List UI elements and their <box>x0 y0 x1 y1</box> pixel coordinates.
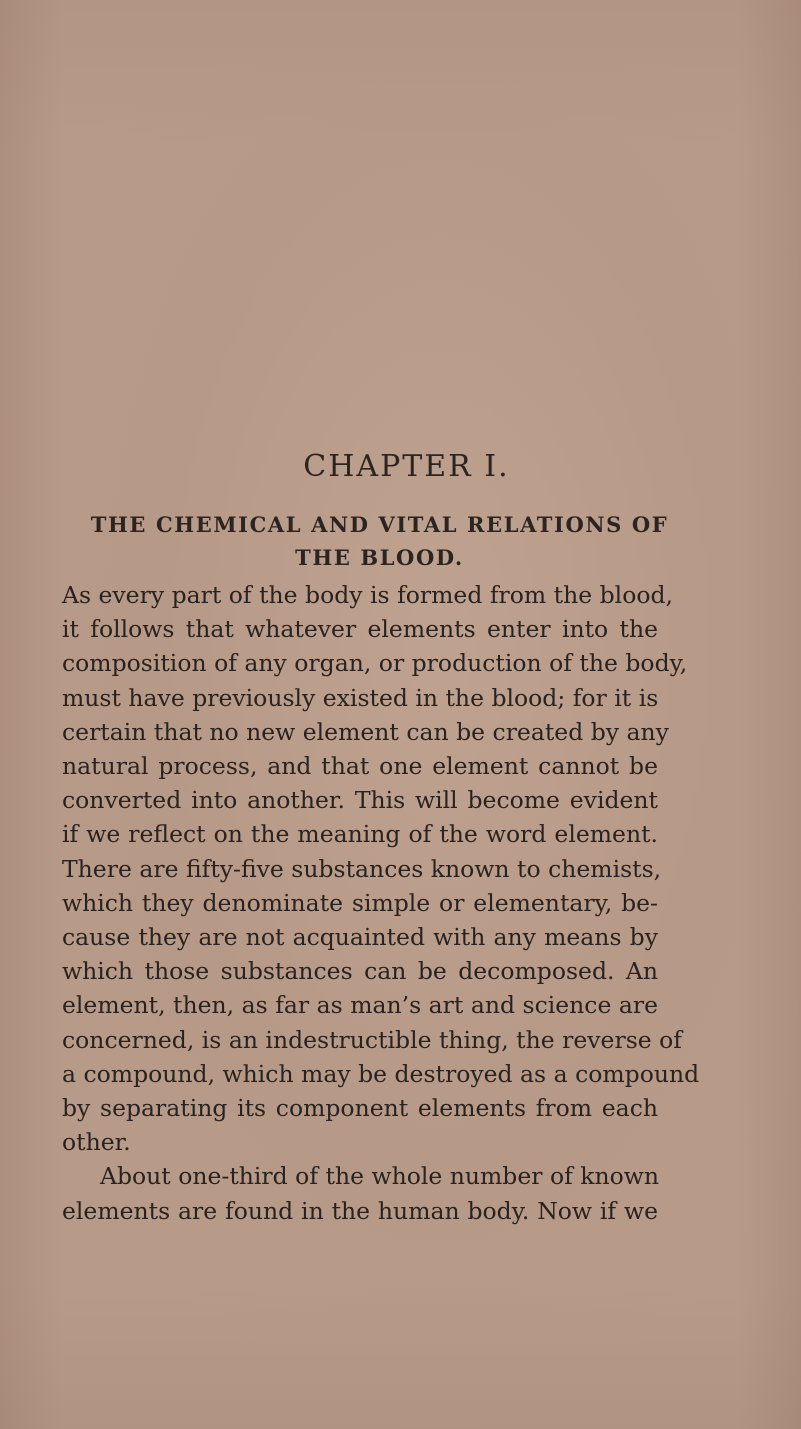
text-line: which those substances can be decomposed. An <box>62 957 658 986</box>
text-line: elements are found in the human body. Now if we <box>62 1196 658 1225</box>
text-line: certain that no new element can be created by any <box>62 717 669 746</box>
section-title: THE CHEMICAL AND VITAL RELATIONS OF THE BLOOD. <box>90 512 669 570</box>
chapter-title: CHAPTER I. <box>303 449 510 484</box>
text-line: which they denominate simple or elementary, be- <box>62 888 658 917</box>
text-line: element, then, as far as man’s art and science are <box>62 991 658 1020</box>
text-line: As every part of the body is formed from the blood, <box>62 581 674 609</box>
text-line: composition of any organ, or production of the body, <box>62 649 688 678</box>
text-line: There are fifty-five substances known to chemists, <box>62 854 662 883</box>
text-line: it follows that whatever elements enter into the <box>62 615 658 644</box>
text-line: About one-third of the whole number of known <box>100 1162 660 1191</box>
text-line: natural process, and that one element cannot be <box>62 752 658 781</box>
text-line: a compound, which may be destroyed as a compound <box>62 1059 700 1088</box>
body-text <box>62 578 700 1228</box>
text-line: must have previously existed in the blood; for it is <box>62 683 659 712</box>
text-line: concerned, is an indestructible thing, the reverse of <box>62 1025 682 1054</box>
text-line: converted into another. This will become evident <box>62 786 658 815</box>
text-line: other. <box>62 1128 131 1157</box>
text-line: cause they are not acquainted with any means by <box>62 923 658 952</box>
text-line: by separating its component elements from each <box>62 1094 658 1123</box>
text-line: if we reflect on the meaning of the word element. <box>62 820 658 849</box>
